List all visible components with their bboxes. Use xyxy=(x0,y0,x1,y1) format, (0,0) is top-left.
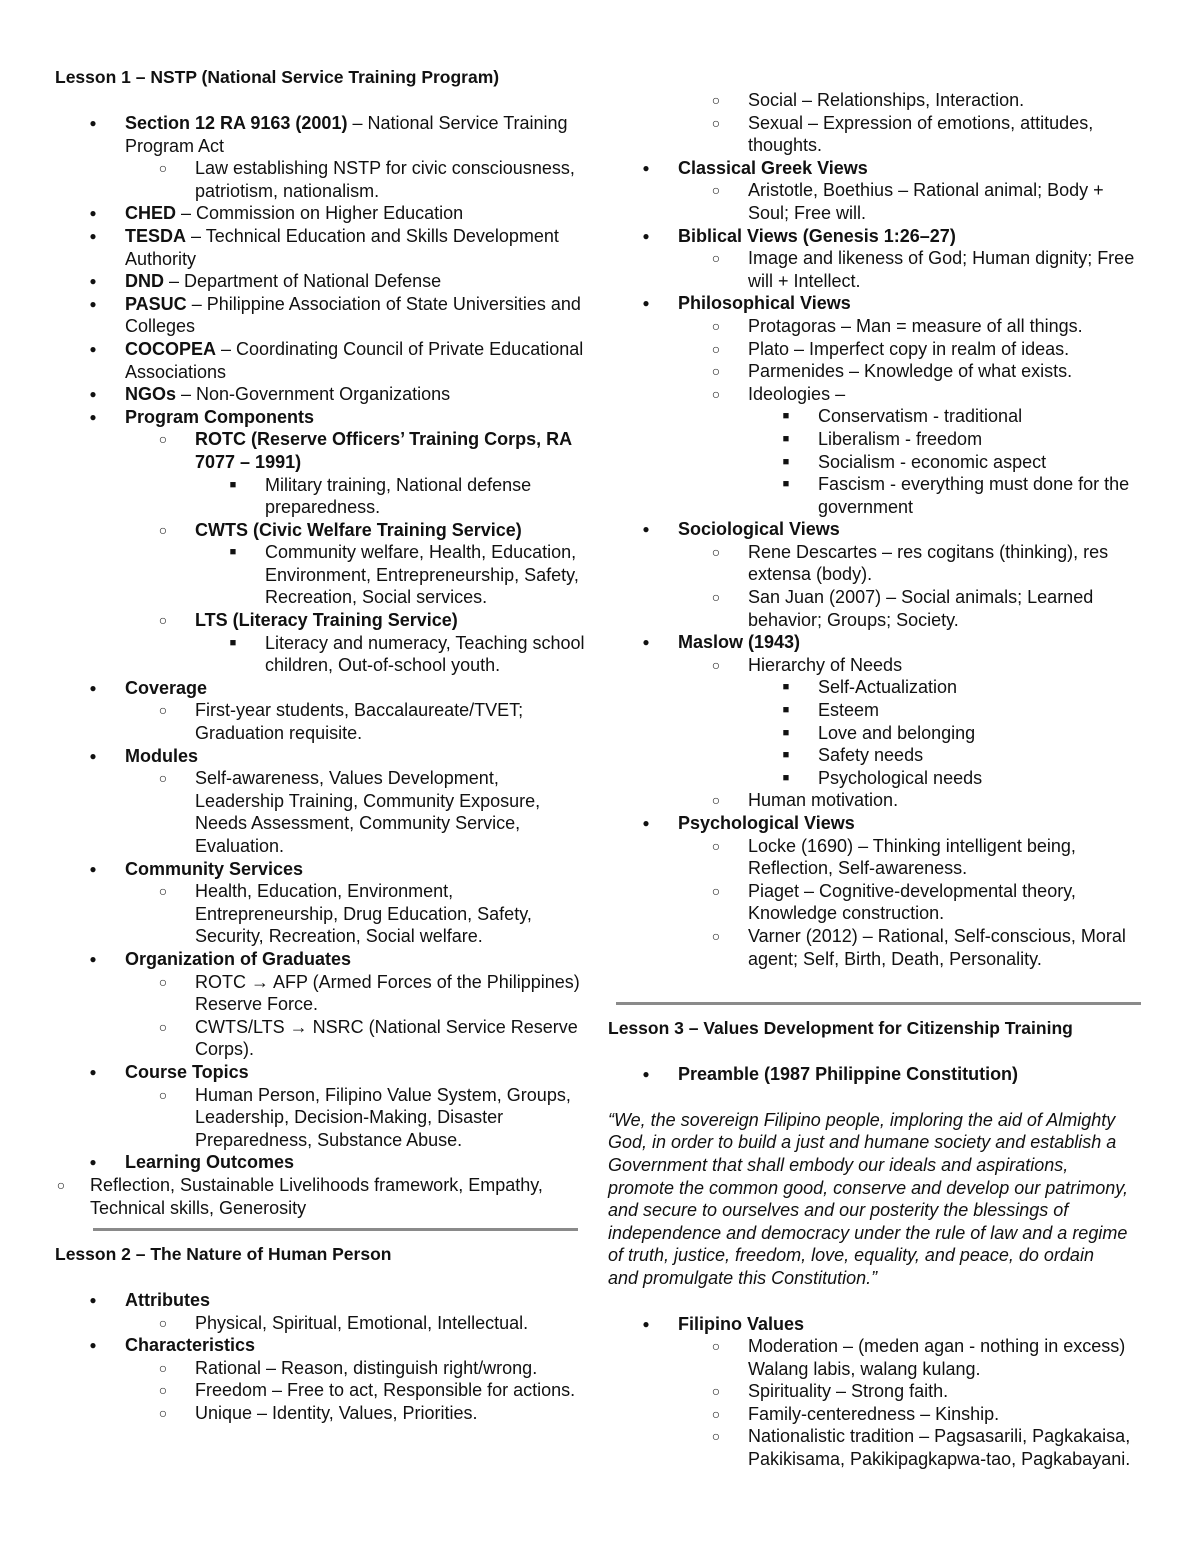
lesson3-values-list xyxy=(608,1313,1148,1471)
square-bullet-icon xyxy=(778,473,794,496)
list-item: ○ Varner (2012) – Rational, Self-conscious, Moral agent; Self, Birth, Death, Personality. xyxy=(608,925,1148,970)
bullet-icon xyxy=(85,948,101,971)
square-bullet-icon xyxy=(778,428,794,451)
lesson1-list xyxy=(55,112,585,1219)
list-item: ● Organization of Graduates xyxy=(55,948,585,971)
circle-bullet-icon xyxy=(155,609,171,632)
list-item: ● Program Components xyxy=(55,406,585,429)
list-item: ● Course Topics xyxy=(55,1061,585,1084)
bullet-icon xyxy=(638,812,654,835)
square-bullet-icon xyxy=(778,676,794,699)
list-item: ○ Physical, Spiritual, Emotional, Intellectual. xyxy=(55,1312,585,1335)
square-bullet-icon xyxy=(778,722,794,745)
list-item: ○ CWTS (Civic Welfare Training Service) xyxy=(55,519,585,542)
list-item: ○ Reflection, Sustainable Livelihoods framework, Empathy, Technical skills, Generosity xyxy=(55,1174,585,1219)
list-item: ● Biblical Views (Genesis 1:26–27) xyxy=(608,225,1148,248)
list-item: ○ ROTC (Reserve Officers’ Training Corps, RA 7077 – 1991) xyxy=(55,428,585,473)
list-item: ● COCOPEA – Coordinating Council of Private Educational Associations xyxy=(55,338,585,383)
list-item: ○ First-year students, Baccalaureate/TVET; Graduation requisite. xyxy=(55,699,585,744)
list-item: ○ CWTS/LTS → NSRC (National Service Reserve Corps). xyxy=(55,1016,585,1061)
square-bullet-icon xyxy=(778,699,794,722)
list-item: ○ Unique – Identity, Values, Priorities. xyxy=(55,1402,585,1425)
list-item: ○ Social – Relationships, Interaction. xyxy=(608,89,1148,112)
circle-bullet-icon xyxy=(708,586,724,609)
list-item: ○ Family-centeredness – Kinship. xyxy=(608,1403,1148,1426)
list-item: ● PASUC – Philippine Association of State Universities and Colleges xyxy=(55,293,585,338)
list-item: ○ Plato – Imperfect copy in realm of ideas. xyxy=(608,338,1148,361)
list-item: ■ Community welfare, Health, Education, Environment, Entrepreneurship, Safety, Recreation, Social services. xyxy=(55,541,585,609)
list-item: ● Learning Outcomes xyxy=(55,1151,585,1174)
list-item: ● Coverage xyxy=(55,677,585,700)
bullet-icon xyxy=(638,225,654,248)
bullet-icon xyxy=(85,225,101,248)
square-bullet-icon xyxy=(778,744,794,767)
circle-bullet-icon xyxy=(155,1312,171,1335)
list-item: ○ Nationalistic tradition – Pagsasarili, Pagkakaisa, Pakikisama, Pakikipagkapwa-tao, Pagkabayani. xyxy=(608,1425,1148,1470)
bullet-icon xyxy=(85,677,101,700)
bullet-icon xyxy=(85,1061,101,1084)
list-item: ■ Socialism - economic aspect xyxy=(608,451,1148,474)
list-item: ■ Esteem xyxy=(608,699,1148,722)
list-item: ● Preamble (1987 Philippine Constitution) xyxy=(608,1063,1148,1086)
list-item: ■ Self-Actualization xyxy=(608,676,1148,699)
circle-bullet-icon xyxy=(155,971,171,994)
square-bullet-icon xyxy=(778,767,794,790)
list-item: ○ San Juan (2007) – Social animals; Learned behavior; Groups; Society. xyxy=(608,586,1148,631)
list-item: ○ Spirituality – Strong faith. xyxy=(608,1380,1148,1403)
circle-bullet-icon xyxy=(155,767,171,790)
list-item: ○ Law establishing NSTP for civic consciousness, patriotism, nationalism. xyxy=(55,157,585,202)
circle-bullet-icon xyxy=(708,1380,724,1403)
bullet-icon xyxy=(638,157,654,180)
bullet-icon xyxy=(85,1151,101,1174)
list-item: ○ Sexual – Expression of emotions, attitudes, thoughts. xyxy=(608,112,1148,157)
circle-bullet-icon xyxy=(708,89,724,112)
circle-bullet-icon xyxy=(155,519,171,542)
list-item: ● Filipino Values xyxy=(608,1313,1148,1336)
circle-bullet-icon xyxy=(155,880,171,903)
circle-bullet-icon xyxy=(708,383,724,406)
list-item: ○ Piaget – Cognitive-developmental theory, Knowledge construction. xyxy=(608,880,1148,925)
list-item: ○ Human Person, Filipino Value System, Groups, Leadership, Decision-Making, Disaster Preparedness, Substance Abuse. xyxy=(55,1084,585,1152)
list-item: ○ Hierarchy of Needs xyxy=(608,654,1148,677)
list-item: ● CHED – Commission on Higher Education xyxy=(55,202,585,225)
bullet-icon xyxy=(85,858,101,881)
circle-bullet-icon xyxy=(708,925,724,948)
list-item: ○ Rational – Reason, distinguish right/wrong. xyxy=(55,1357,585,1380)
list-item: ■ Love and belonging xyxy=(608,722,1148,745)
circle-bullet-icon xyxy=(155,1016,171,1039)
circle-bullet-icon xyxy=(155,157,171,180)
square-bullet-icon xyxy=(778,405,794,428)
bullet-icon xyxy=(85,202,101,225)
circle-bullet-icon xyxy=(53,1174,69,1197)
bullet-icon xyxy=(85,1289,101,1312)
preamble-quote: “We, the sovereign Filipino people, imploring the aid of Almighty God, in order to build a just and humane society and establish a Government that shall embody our ideals and aspirations, promote the common good, conserve and develop our patrimony, and secure to ourselves and our posterity the blessings of independence and democracy under the rule of law and a regime of truth, justice, freedom, love, equality, and peace, do ordain and promulgate this Constitution.” xyxy=(608,1109,1128,1288)
right-column xyxy=(608,89,1148,1471)
list-item: ● TESDA – Technical Education and Skills Development Authority xyxy=(55,225,585,270)
list-item: ○ Aristotle, Boethius – Rational animal; Body + Soul; Free will. xyxy=(608,179,1148,224)
square-bullet-icon xyxy=(225,541,241,564)
bullet-icon xyxy=(85,338,101,361)
circle-bullet-icon xyxy=(708,179,724,202)
list-item: ● Community Services xyxy=(55,858,585,881)
list-item: ● Psychological Views xyxy=(608,812,1148,835)
circle-bullet-icon xyxy=(708,1335,724,1358)
list-item: ● Sociological Views xyxy=(608,518,1148,541)
circle-bullet-icon xyxy=(708,1425,724,1448)
lesson2-continued-list xyxy=(608,89,1148,970)
bullet-icon xyxy=(85,1334,101,1357)
list-item: ■ Liberalism - freedom xyxy=(608,428,1148,451)
circle-bullet-icon xyxy=(155,1379,171,1402)
circle-bullet-icon xyxy=(155,428,171,451)
circle-bullet-icon xyxy=(708,654,724,677)
list-item: ○ Image and likeness of God; Human dignity; Free will + Intellect. xyxy=(608,247,1148,292)
lesson3-preamble-list xyxy=(608,1063,1148,1086)
bullet-icon xyxy=(85,270,101,293)
list-item: ○ Ideologies – xyxy=(608,383,1148,406)
bullet-icon xyxy=(85,293,101,316)
list-item: ■ Conservatism - traditional xyxy=(608,405,1148,428)
list-item: ■ Literacy and numeracy, Teaching school children, Out-of-school youth. xyxy=(55,632,585,677)
circle-bullet-icon xyxy=(708,338,724,361)
section-divider xyxy=(93,1228,578,1231)
bullet-icon xyxy=(85,112,101,135)
list-item: ● Classical Greek Views xyxy=(608,157,1148,180)
circle-bullet-icon xyxy=(708,247,724,270)
bullet-icon xyxy=(638,631,654,654)
list-item: ○ Human motivation. xyxy=(608,789,1148,812)
list-item: ● DND – Department of National Defense xyxy=(55,270,585,293)
circle-bullet-icon xyxy=(708,360,724,383)
bullet-icon xyxy=(638,1063,654,1086)
circle-bullet-icon xyxy=(708,541,724,564)
bullet-icon xyxy=(85,383,101,406)
list-item: ● Characteristics xyxy=(55,1334,585,1357)
list-item: ■ Military training, National defense preparedness. xyxy=(55,474,585,519)
bullet-icon xyxy=(638,292,654,315)
circle-bullet-icon xyxy=(155,1357,171,1380)
list-item: ○ LTS (Literacy Training Service) xyxy=(55,609,585,632)
circle-bullet-icon xyxy=(708,789,724,812)
list-item: ● Maslow (1943) xyxy=(608,631,1148,654)
circle-bullet-icon xyxy=(155,1402,171,1425)
circle-bullet-icon xyxy=(155,1084,171,1107)
lesson3-heading: Lesson 3 – Values Development for Citizenship Training xyxy=(608,1018,1073,1039)
list-item: ○ Freedom – Free to act, Responsible for actions. xyxy=(55,1379,585,1402)
list-item: ● NGOs – Non-Government Organizations xyxy=(55,383,585,406)
square-bullet-icon xyxy=(225,632,241,655)
list-item: ○ Protagoras – Man = measure of all things. xyxy=(608,315,1148,338)
list-item: ○ Parmenides – Knowledge of what exists. xyxy=(608,360,1148,383)
bullet-icon xyxy=(638,518,654,541)
list-item: ● Attributes xyxy=(55,1289,585,1312)
circle-bullet-icon xyxy=(708,315,724,338)
bullet-icon xyxy=(638,1313,654,1336)
circle-bullet-icon xyxy=(708,112,724,135)
circle-bullet-icon xyxy=(708,1403,724,1426)
list-item: ■ Fascism - everything must done for the government xyxy=(608,473,1148,518)
list-item: ● Modules xyxy=(55,745,585,768)
left-column xyxy=(55,66,585,1425)
list-item: ○ Locke (1690) – Thinking intelligent being, Reflection, Self-awareness. xyxy=(608,835,1148,880)
list-item: ● Philosophical Views xyxy=(608,292,1148,315)
list-item: ○ Rene Descartes – res cogitans (thinking), res extensa (body). xyxy=(608,541,1148,586)
list-item: ○ Self-awareness, Values Development, Leadership Training, Community Exposure, Needs Assessment, Community Service, Evaluation. xyxy=(55,767,585,857)
list-item: ■ Safety needs xyxy=(608,744,1148,767)
bullet-icon xyxy=(85,406,101,429)
circle-bullet-icon xyxy=(708,880,724,903)
circle-bullet-icon xyxy=(155,699,171,722)
lesson2-list xyxy=(55,1289,585,1425)
list-item: ○ ROTC → AFP (Armed Forces of the Philippines) Reserve Force. xyxy=(55,971,585,1016)
square-bullet-icon xyxy=(778,451,794,474)
list-item: ● Section 12 RA 9163 (2001) – National Service Training Program Act xyxy=(55,112,585,157)
list-item: ○ Health, Education, Environment, Entrepreneurship, Drug Education, Safety, Security, Recreation, Social welfare. xyxy=(55,880,585,948)
circle-bullet-icon xyxy=(708,835,724,858)
lesson2-heading: Lesson 2 – The Nature of Human Person xyxy=(55,1244,392,1265)
square-bullet-icon xyxy=(225,474,241,497)
list-item: ○ Moderation – (meden agan - nothing in excess) Walang labis, walang kulang. xyxy=(608,1335,1148,1380)
lesson1-heading: Lesson 1 – NSTP (National Service Training Program) xyxy=(55,67,500,87)
bullet-icon xyxy=(85,745,101,768)
section-divider xyxy=(616,1002,1141,1005)
list-item: ■ Psychological needs xyxy=(608,767,1148,790)
